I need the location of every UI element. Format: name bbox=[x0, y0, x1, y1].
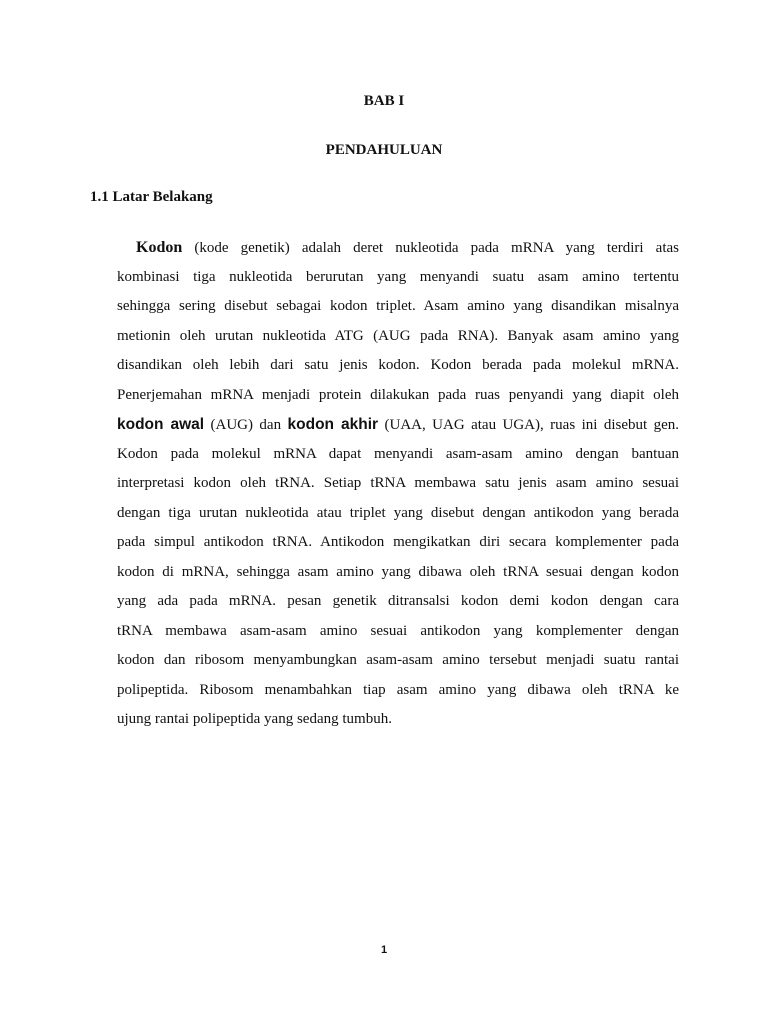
chapter-title: PENDAHULUAN bbox=[325, 142, 443, 158]
line-text: (AUG) dan bbox=[204, 417, 288, 433]
line-text: (kode genetik) adalah deret nukleotida pada mRNA yang terdiri atas bbox=[182, 240, 679, 256]
body-paragraph bbox=[117, 233, 679, 735]
paragraph-line: metionin oleh urutan nukleotida ATG (AUG pada RNA). Banyak asam amino yang bbox=[117, 327, 679, 344]
paragraph-line: disandikan oleh lebih dari satu jenis kodon. Kodon berada pada molekul mRNA. bbox=[117, 357, 679, 373]
paragraph-line: Kodon pada molekul mRNA dapat menyandi asam-asam amino dengan bantuan bbox=[117, 445, 679, 462]
paragraph-line bbox=[117, 233, 679, 263]
paragraph-line bbox=[117, 410, 679, 440]
paragraph-line: tRNA membawa asam-asam amino sesuai antikodon yang komplementer dengan bbox=[117, 622, 679, 639]
section-heading: 1.1 Latar Belakang bbox=[90, 189, 213, 205]
paragraph-line: interpretasi kodon oleh tRNA. Setiap tRNA membawa satu jenis asam amino sesuai bbox=[117, 475, 679, 491]
paragraph-line: kombinasi tiga nukleotida berurutan yang menyandi suatu asam amino tertentu bbox=[117, 268, 679, 285]
paragraph-line: pada simpul antikodon tRNA. Antikodon mengikatkan diri secara komplementer pada bbox=[117, 534, 679, 550]
page-number: 1 bbox=[380, 944, 388, 956]
paragraph-line: ujung rantai polipeptida yang sedang tumbuh. bbox=[117, 711, 392, 727]
term-kodon: Kodon bbox=[136, 239, 183, 256]
line-text: (UAA, UAG atau UGA), ruas ini disebut gen. bbox=[378, 417, 680, 433]
paragraph-line: yang ada pada mRNA. pesan genetik ditransalsi kodon demi kodon dengan cara bbox=[117, 593, 679, 609]
paragraph-line: sehingga sering disebut sebagai kodon triplet. Asam amino yang disandikan misalnya bbox=[117, 298, 679, 314]
term-kodon-awal: kodon awal bbox=[117, 416, 205, 433]
paragraph-line: kodon di mRNA, sehingga asam amino yang dibawa oleh tRNA sesuai dengan kodon bbox=[117, 563, 679, 580]
paragraph-line: polipeptida. Ribosom menambahkan tiap asam amino yang dibawa oleh tRNA ke bbox=[117, 681, 679, 698]
paragraph-line: kodon dan ribosom menyambungkan asam-asam amino tersebut menjadi suatu rantai bbox=[117, 652, 679, 668]
paragraph-line: Penerjemahan mRNA menjadi protein dilakukan pada ruas penyandi yang diapit oleh bbox=[117, 386, 679, 403]
chapter-heading: BAB I bbox=[363, 93, 405, 109]
paragraph-line: dengan tiga urutan nukleotida atau triplet yang disebut dengan antikodon yang berada bbox=[117, 504, 679, 521]
term-kodon-akhir: kodon akhir bbox=[287, 416, 379, 433]
